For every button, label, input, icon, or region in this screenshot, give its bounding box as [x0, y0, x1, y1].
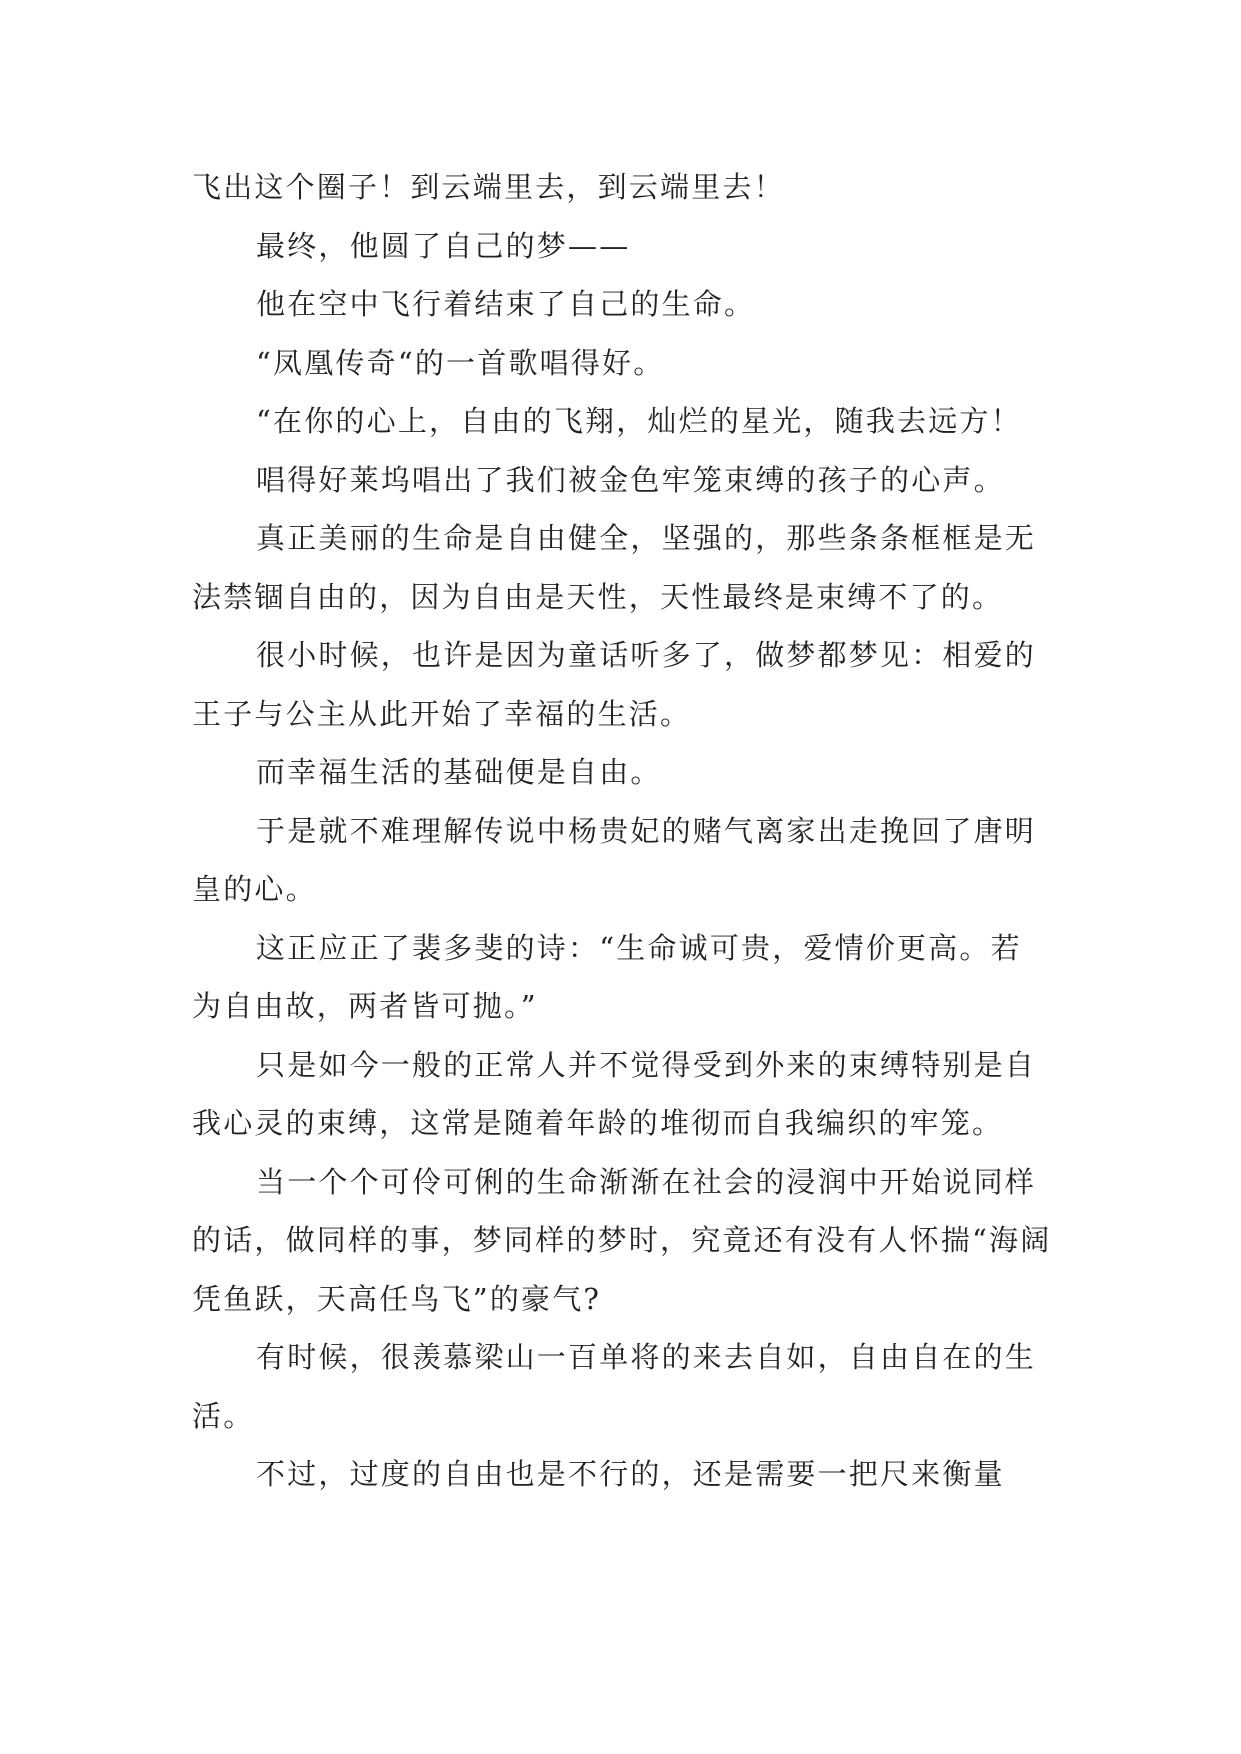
paragraph: 而幸福生活的基础便是自由。: [256, 755, 662, 789]
paragraph: 唱得好莱坞唱出了我们被金色牢笼束缚的孩子的心声。: [256, 462, 1005, 497]
paragraph: 很小时候，也许是因为童话听多了，做梦都梦见：相爱的王子与公主从此开始了幸福的生活。: [192, 638, 1037, 731]
paragraph: 当一个个可伶可俐的生命渐渐在社会的浸润中开始说同样的话，做同样的事，梦同样的梦时，究竟还有没有人怀揣“海阔凭鱼跃，天高任鸟飞”的豪气?: [192, 1164, 1052, 1316]
paragraph: 他在空中飞行着结束了自己的生命。: [256, 287, 756, 321]
paragraph: 飞出这个圈子！到云端里去，到云端里去！: [192, 170, 785, 204]
paragraph: 最终，他圆了自己的梦——: [256, 228, 631, 263]
paragraph: “凤凰传奇“的一首歌唱得好。: [256, 345, 665, 380]
paragraph: 不过，过度的自由也是不行的，还是需要一把尺来衡量: [256, 1457, 1005, 1491]
paragraph: 有时候，很羡慕梁山一百单将的来去自如，自由自在的生活。: [192, 1340, 1037, 1433]
paragraph: 于是就不难理解传说中杨贵妃的赌气离家出走挽回了唐明皇的心。: [192, 813, 1037, 906]
document-body: [192, 158, 1052, 1504]
paragraph: 只是如今一般的正常人并不觉得受到外来的束缚特别是自我心灵的束缚，这常是随着年龄的堆彻而自我编织的牢笼。: [192, 1047, 1037, 1140]
paragraph: 真正美丽的生命是自由健全，坚强的，那些条条框框是无法禁锢自由的，因为自由是天性，天性最终是束缚不了的。: [192, 521, 1037, 614]
paragraph: “在你的心上，自由的飞翔，灿烂的星光，随我去远方！: [256, 404, 1022, 438]
paragraph: 这正应正了裴多斐的诗：“生命诚可贵，爱情价更高。若为自由故，两者皆可抛。”: [192, 930, 1022, 1023]
